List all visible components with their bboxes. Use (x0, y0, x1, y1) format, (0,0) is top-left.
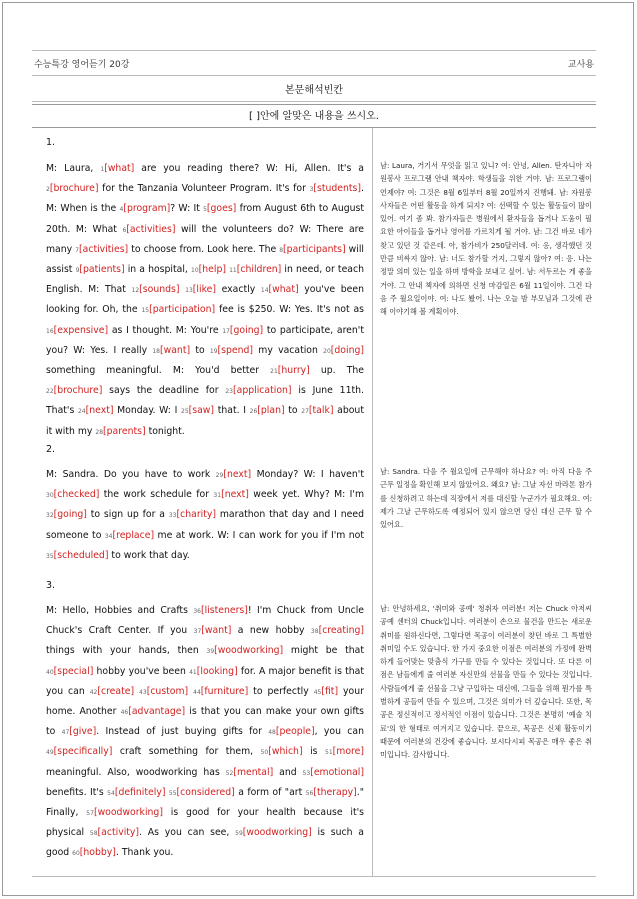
blank-answer: [activity] (97, 827, 140, 839)
blank-number: 60 (72, 850, 80, 858)
blank-answer: [doing] (330, 344, 364, 356)
blank-number: 58 (89, 830, 98, 838)
question-3-english: M: Hello, Hobbies and Crafts 36[listeners]! I'm Chuck from Uncle Chuck's Craft Center. If you 37[want] a new hobby 38[creating] things with your hands, then 39[woodworking] might be that 40[special] hobby you've been 41[looking] for. A major benefit is that you can 42[create] 43[custom] 44[furniture] to perfectly 45[fit] your home. Another 46[advantage] is that you can make your own gifts to 47[give]. Instead of just buying gifts for 48[people], you can 49[specifically] craft something for them, 50[which] is 51[more] meaningful. Also, woodworking has 52[mental] and 53[emotional] benefits. It's 54[definitely] 55[considered] a form of "art 56[therapy]." Finally, 57[woodworking] is good for your health because it's physical 58[activity]. As you can see, 59[woodworking] is such a good 60[hobby]. Thank you. (46, 605, 365, 859)
blank-answer: [special] (53, 665, 94, 677)
blank-answer: [hurry] (277, 365, 310, 377)
blank-answer: [plan] (257, 405, 285, 417)
blank-number: 16 (46, 327, 54, 335)
blank-number: 49 (46, 749, 54, 757)
blank-answer: [woodworking] (214, 645, 284, 657)
question-1-english: M: Laura, 1[what] are you reading there? W: Hi, Allen. It's a 2[brochure] for the Tanzania Volunteer Program. It's for 3[students]. M: When is the 4[program]? W: It 5[goes] from August 6th to August 20th. M: What 6[activities] will the volunteers do? W: There are many 7[activities] to choose from. Look here. The 8[participants] will assist 9[patients] in a hospital, 10[help] 11[children] in need, or teach English. M: That 12[sounds] 13[like] exactly 14[what] you've been looking for. Oh, the 15[participation] fee is $250. W: Yes. It's not as 16[expensive] as I thought. M: You're 17[going] to participate, aren't you? W: Yes. I really 18[want] to 19[spend] my vacation 20[doing] something meaningful. M: You'd better 21[hurry] up. The 22[brochure] says the deadline for 23[application] is June 11th. That's 24[next] Monday. W: I 25[saw] that. I 26[plan] to 27[talk] about it with my 28[parents] tonight. (46, 163, 365, 437)
blank-answer: [talk] (308, 405, 334, 417)
blank-answer: [saw] (188, 405, 215, 417)
blank-answer: [mental] (233, 766, 274, 778)
blank-number: 25 (181, 408, 189, 416)
blank-answer: [checked] (53, 489, 100, 501)
blank-answer: [custom] (146, 685, 189, 697)
blank-answer: [participation] (149, 304, 216, 316)
blank-answer: [hobby] (79, 847, 116, 859)
blank-number: 29 (215, 472, 224, 479)
blank-number: 57 (86, 810, 94, 818)
blank-answer: [program] (123, 203, 171, 215)
blank-number: 17 (222, 327, 230, 335)
question-2-english: M: Sandra. Do you have to work 29[next] Monday? W: I haven't 30[checked] the work schedule for 31[next] week yet. Why? M: I'm 32[going] to sign up for a 33[charity] marathon that day and I need someone to 34[replace] me at work. W: I can work for you if I'm not 35[scheduled] to work that day. (46, 469, 364, 561)
blank-number: 15 (141, 307, 150, 315)
blank-answer: [activities] (126, 223, 176, 235)
blank-answer: [charity] (176, 509, 217, 521)
blank-number: 51 (325, 749, 333, 757)
blank-answer: [parents] (103, 425, 146, 437)
blank-number: 39 (206, 648, 215, 656)
blank-number: 48 (268, 729, 276, 737)
header-book-title: 수능특강 영어듣기 20강 (34, 59, 130, 70)
blank-answer: [goes] (206, 203, 237, 215)
blank-number: 24 (77, 408, 86, 416)
blank-answer: [brochure] (53, 385, 103, 397)
blank-answer: [considered] (176, 786, 235, 798)
blank-answer: [woodworking] (242, 827, 312, 839)
blank-answer: [activities] (79, 243, 129, 255)
blank-number: 18 (152, 347, 160, 355)
blank-number: 59 (235, 830, 243, 838)
blank-number: 8 (279, 246, 284, 254)
blank-answer: [students] (313, 183, 362, 195)
blank-answer: [help] (198, 264, 226, 276)
blank-number: 27 (301, 408, 309, 416)
blank-answer: [looking] (196, 665, 238, 677)
column-divider (372, 128, 373, 876)
blank-answer: [sounds] (139, 284, 180, 296)
blank-number: 44 (193, 688, 201, 696)
question-number-2: 2. (46, 444, 56, 455)
blank-number: 45 (313, 688, 322, 696)
blank-number: 34 (104, 532, 113, 540)
blank-answer: [listeners] (200, 605, 248, 616)
blank-answer: [which] (268, 746, 303, 758)
blank-number: 32 (46, 512, 54, 520)
blank-answer: [create] (97, 685, 135, 697)
blank-number: 26 (249, 408, 258, 416)
blank-number: 41 (189, 668, 197, 676)
blank-answer: [therapy] (313, 786, 357, 798)
blank-number: 5 (203, 206, 207, 214)
blank-answer: [like] (192, 284, 216, 296)
blank-number: 31 (213, 492, 222, 500)
blank-answer: [going] (229, 324, 264, 336)
blank-number: 12 (131, 287, 140, 295)
blank-number: 19 (209, 347, 218, 355)
instruction: [ ]안에 알맞은 내용을 쓰시오. (32, 104, 596, 128)
bottom-rule (32, 876, 596, 877)
blank-number: 40 (46, 668, 54, 676)
blank-number: 33 (168, 512, 177, 520)
blank-number: 53 (302, 769, 311, 777)
blank-answer: [emotional] (310, 766, 364, 778)
blank-number: 37 (193, 628, 202, 636)
blank-answer: [fit] (321, 685, 339, 697)
question-number-1: 1. (46, 137, 56, 148)
blank-answer: [next] (85, 405, 114, 417)
blank-answer: [definitely] (114, 786, 166, 798)
blank-answer: [participants] (283, 243, 346, 255)
blank-answer: [want] (160, 344, 191, 356)
blank-number: 50 (260, 749, 269, 757)
blank-answer: [going] (53, 509, 87, 521)
blank-number: 46 (120, 709, 129, 717)
blank-number: 55 (168, 789, 177, 797)
blank-answer: [next] (221, 489, 249, 501)
blank-answer: [expensive] (53, 324, 109, 336)
blank-number: 21 (270, 368, 278, 376)
top-header (32, 50, 596, 76)
blank-answer: [children] (236, 264, 282, 276)
blank-answer: [creating] (318, 625, 364, 637)
header-teacher-label: 교사용 (567, 59, 594, 70)
blank-answer: [replace] (112, 529, 155, 541)
question-1-korean: 남: Laura, 거기서 무엇을 읽고 있니? 여: 안녕, Allen. 탄자니아 자원봉사 프로그램 안내 책자야. 학생들을 위한 거야. 남: 프로그램이 언제야? 여: 그것은 8월 6일부터 8월 20일까지 진행돼. 남: 자원봉사자들은 어떤 활동을 하게 되지? 여: 선택할 수 있는 활동들이 많이 있어. 여기 좀 봐. 참가자들은 병원에서 환자들을 돕거나 도움이 필요한 아이들을 돕거나 영어를 가르치게 될 거야. 남: 그건 바로 네가 찾고 있던 것 같은데. 아, 참가비가 250달러네. 여: 응, 생각했던 것만큼 비싸지 않아. 남: 너도 참가할 거지, 그렇지 않아? 여: 응. 나는 정말 의미 있는 일을 하며 방학을 보내고 싶어. 남: 서두르는 게 좋을 거야. 그 안내 책자에 의하면 신청 마감일은 6월 11일이야. 그건 다음 주 월요일이야. 여: 나도 봤어. 나는 오늘 밤 부모님과 그것에 관해 이야기해 볼 계획이야. (380, 161, 592, 317)
blank-number: 56 (305, 789, 314, 797)
blank-answer: [application] (233, 385, 292, 397)
question-2-korean: 남: Sandra. 다음 주 월요일에 근무해야 하나요? 여: 아직 다음 주 근무 일정을 확인해 보지 않았어요. 왜요? 남: 그날 자선 마라톤 참가를 신청하려고 하는데 직장에서 저를 대신할 누군가가 필요해요. 여: 제가 그날 근무하도록 예정되어 있지 않으면 당신 대신 근무 할 수 있어요. (380, 467, 592, 530)
blank-number: 36 (193, 608, 201, 615)
blank-number: 6 (122, 226, 127, 234)
blank-number: 4 (119, 206, 124, 214)
blank-answer: [what] (104, 163, 135, 174)
blank-number: 10 (191, 267, 199, 275)
blank-number: 35 (46, 552, 54, 560)
blank-answer: [spend] (217, 344, 254, 356)
blank-answer: [want] (201, 625, 232, 637)
page-title: 본문해석빈칸 (32, 80, 596, 102)
blank-number: 3 (309, 186, 314, 194)
blank-number: 2 (46, 186, 50, 194)
blank-answer: [more] (332, 746, 365, 758)
blank-number: 13 (185, 287, 193, 295)
blank-number: 1 (100, 166, 105, 173)
blank-number: 38 (310, 628, 319, 636)
blank-number: 30 (46, 492, 54, 500)
blank-answer: [next] (223, 469, 252, 480)
blank-number: 28 (95, 428, 104, 436)
blank-answer: [specifically] (53, 746, 113, 758)
blank-answer: [brochure] (49, 183, 99, 195)
blank-answer: [people] (275, 726, 315, 738)
blank-answer: [give] (69, 726, 97, 738)
blank-number: 20 (323, 347, 331, 355)
blank-number: 9 (75, 267, 80, 275)
blank-number: 23 (225, 388, 233, 396)
blank-number: 14 (260, 287, 269, 295)
blank-number: 11 (229, 267, 237, 275)
blank-answer: [advantage] (128, 706, 186, 718)
blank-number: 22 (46, 388, 54, 396)
blank-number: 7 (75, 246, 80, 254)
blank-number: 43 (139, 688, 147, 696)
blank-answer: [furniture] (200, 685, 249, 697)
blank-answer: [woodworking] (93, 807, 163, 819)
blank-number: 54 (107, 789, 115, 797)
blank-answer: [what] (268, 284, 299, 296)
blank-answer: [patients] (79, 264, 125, 276)
question-3-korean: 남: 안녕하세요, '취미와 공예' 청취자 여러분! 저는 Chuck 아저씨 공예 센터의 Chuck입니다. 여러분이 손으로 물건을 만드는 새로운 취미를 원하신다면, 그렇다면 목공이 여러분이 찾던 바로 그 특별한 취미일 수도 있습니다. 한 가지 중요한 이점은 여러분의 가정에 완벽하게 들어맞는 맞춤식 가구를 만들 수 있다는 것입니다. 또 다른 이점은 남들에게 줄 여러분 자신만의 선물을 만들 수 있다는 것입니다. 사람들에게 줄 선물을 그냥 구입하는 대신에, 그들을 위해 뭔가를 특별하게 공들여 만들 수 있으며, 그것은 의미가 더 깊습니다. 또한, 목공은 정신적이고 정서적인 이점이 있습니다. 그것은 분명히 '예술 치료'의 한 형태로 여겨지고 있습니다. 끝으로, 목공은 신체 활동이기 때문에 여러분의 건강에 좋습니다. 보시다시피 목공은 매우 좋은 취미입니다. 감사합니다. (380, 604, 592, 760)
blank-number: 52 (225, 769, 234, 777)
question-number-3: 3. (46, 580, 56, 591)
blank-number: 47 (61, 729, 70, 737)
blank-answer: [scheduled] (53, 549, 109, 561)
blank-number: 42 (89, 688, 98, 696)
